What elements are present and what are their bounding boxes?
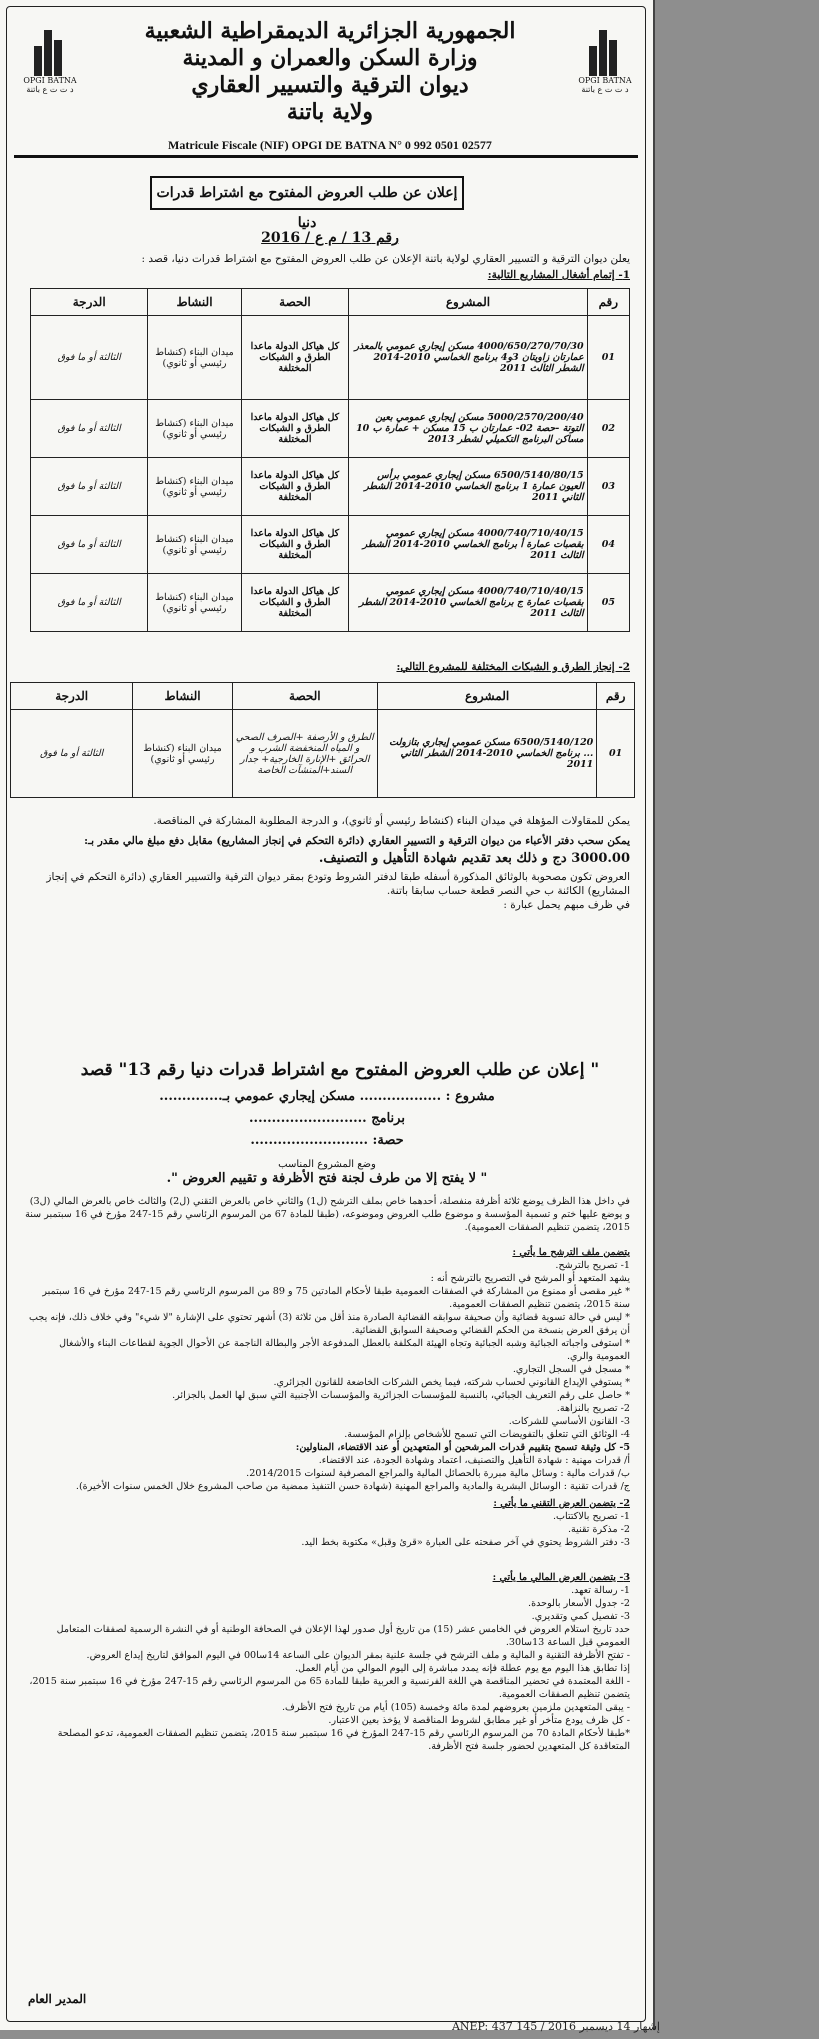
header-line: ولاية باتنة: [286, 99, 374, 125]
header-line: ديوان الترقية والتسيير العقاري: [191, 72, 469, 98]
cell-lot: كل هياكل الدولة ماعدا الطرق و الشبكات المختلفة: [241, 516, 349, 574]
cell-grade: الثالثة أو ما فوق: [31, 574, 148, 632]
cell-activity: ميدان البناء (كنشاط رئيسي أو ثانوي): [148, 574, 241, 632]
cell-project: 6500/5140/80/15 مسكن إيجاري عمومي برأس العيون عمارة 1 برنامج الخماسي 2010-2014 الشطر الثاني 2011: [349, 458, 587, 516]
divider: [14, 155, 638, 158]
section-heading: 1- إتمام أشغال المشاريع التالية:: [487, 269, 630, 281]
paragraph: في داخل هذا الظرف يوضع ثلاثة أظرفة منفصلة، أحدهما خاص بملف الترشح (ل1) والثاني خاص بالعرض التقني (ل2) والثالث خاص بالعرض المالي (ل3) و يوضع عليها ختم و تسمية المؤسسة و موضوع طلب العروض وموضوعه، (طبقا للمادة 67 من المرسوم الرئاسي رقم 15-247 مؤرخ في 16 سبتمبر سنة 2015، يتضمن تنظيم الصفقات العمومية).: [25, 1196, 630, 1233]
paragraph: * يستوفي الإيداع القانوني لحساب شركته، فيما يخص الشركات الخاضعة للقانون الجزائري.: [273, 1377, 630, 1388]
cell-num: 01: [597, 710, 635, 798]
paragraph: * حاصل على رقم التعريف الجبائي، بالنسبة للمؤسسات الجزائرية والمؤسسات الأجنبية التي سبق لها العمل بالجزائر.: [172, 1390, 630, 1401]
paragraph: * ليس في حالة تسوية قضائية وأن صحيفة سوابقه القضائية الصادرة منذ أقل من ثلاثة (3) أشهر تحتوي على الإشارة "لا شيء" وفي خلاف ذلك، فإنه يجب أن يرفق العرض بنسخة من الحكم القضائي وصحيفة السوابق القضائية.: [28, 1312, 630, 1336]
ad-title: إعلان عن طلب العروض المفتوح مع اشتراط قدرات دنيا: [150, 176, 464, 210]
col-header: رقم: [587, 289, 629, 316]
tax-id: Matricule Fiscale (NIF) OPGI DE BATNA N° 0 992 0501 02577: [168, 138, 492, 152]
header-line: الجمهورية الجزائرية الديمقراطية الشعبية: [144, 18, 516, 44]
cell-grade: الثالثة أو ما فوق: [31, 316, 148, 400]
cell-num: 05: [587, 574, 629, 632]
paragraph: 4- الوثائق التي تتعلق بالتفويضات التي تسمح للأشخاص بإلزام المؤسسة.: [344, 1429, 630, 1440]
subheading: يتضمن ملف الترشح ما يأتي :: [512, 1247, 630, 1258]
cell-num: 03: [587, 458, 629, 516]
col-header: الحصة: [232, 683, 377, 710]
paragraph: 5- كل وثيقة تسمح بتقييم قدرات المرشحين أو المتعهدين أو عند الاقتضاء، المناولين:: [295, 1442, 630, 1453]
cell-project: 4000/740/710/40/15 مسكن إيجاري عمومي بقصبات عمارة ج برنامج الخماسي 2010-2014 الشطر الثالث 2011: [349, 574, 587, 632]
paragraph: 1- تصريح بالاكتتاب.: [552, 1511, 630, 1522]
cell-lot: كل هياكل الدولة ماعدا الطرق و الشبكات المختلفة: [241, 574, 349, 632]
paragraph: 3- القانون الأساسي للشركات.: [508, 1416, 630, 1427]
envelope-lot: حصة: ..........................: [250, 1133, 404, 1148]
cell-lot: كل هياكل الدولة ماعدا الطرق و الشبكات المختلفة: [241, 400, 349, 458]
paragraph: إذا تطابق هذا اليوم مع يوم عطلة فإنه يمدد مباشرة إلى اليوم الموالي من أيام العمل.: [295, 1663, 630, 1674]
paragraph: * غير مقصى أو ممنوع من المشاركة في الصفقات العمومية طبقا لأحكام المادتين 75 و 89 من المرسوم الرئاسي رقم 15-247 مؤرخ في 16 سبتمبر سنة 2015، يتضمن تنظيم الصفقات العمومية.: [42, 1286, 630, 1310]
cell-lot: كل هياكل الدولة ماعدا الطرق و الشبكات المختلفة: [241, 458, 349, 516]
paragraph: يشهد المتعهد أو المرشح في التصريح بالترشح أنه :: [430, 1273, 630, 1284]
cell-num: 04: [587, 516, 629, 574]
paragraph: 3- دفتر الشروط يحتوي في آخر صفحته على العبارة «قرئ وقبل» مكتوبة بخط اليد.: [301, 1537, 630, 1548]
col-header: النشاط: [148, 289, 241, 316]
paragraph: أ/ قدرات مهنية : شهادة التأهيل والتصنيف، اعتماد وشهادة الجودة، عند الاقتضاء.: [318, 1455, 630, 1466]
cell-lot: كل هياكل الدولة ماعدا الطرق و الشبكات المختلفة: [241, 316, 349, 400]
col-header: النشاط: [133, 683, 232, 710]
intro-text: يعلن ديوان الترقية و التسيير العقاري لولاية باتنة الإعلان عن طلب العروض المفتوح مع اشتراط قدرات دنيا، قصد :: [141, 253, 630, 265]
cell-grade: الثالثة أو ما فوق: [31, 458, 148, 516]
cell-lot: الطرق و الأرصفة +الصرف الصحي و المياه المنخفضة الشرب و الحرائق +الإنارة الخارجية+ جدار السند+المنشآت الخاصة: [232, 710, 377, 798]
col-header: الدرجة: [31, 289, 148, 316]
cell-grade: الثالثة أو ما فوق: [31, 400, 148, 458]
logo-text: OPGI BATNA: [578, 76, 632, 85]
section-heading: 2- إنجاز الطرق و الشبكات المختلفة للمشروع التالي:: [396, 661, 630, 673]
publication-footer: إشهار 14 ديسمبر 2016 / ANEP: 437 145: [451, 2020, 660, 2033]
col-header: المشروع: [377, 683, 596, 710]
ad-number: رقم 13 / م ع / 2016: [261, 230, 399, 246]
cell-num: 02: [587, 400, 629, 458]
table-row: [31, 458, 630, 516]
paragraph: حدد تاريخ استلام العروض في الخامس عشر (15) من تاريخ أول صدور لهذا الإعلان في الصحافة الوطنية أو في النشرة الرسمية لصفقات المتعامل العمومي قبل الساعة 13سا30.: [56, 1624, 630, 1648]
paragraph: 2- جدول الأسعار بالوحدة.: [528, 1598, 630, 1609]
logo-sub: د ت ت ع باتنة: [26, 85, 74, 94]
paragraph: * استوفى واجباته الجبائية وشبه الجبائية وتجاه الهيئة المكلفة بالعطل المدفوعة الأجر والبطالة الناجمة عن الأحوال الجوية لقطاعات البناء والأشغال العمومية والري.: [59, 1338, 630, 1362]
table-row: [11, 710, 635, 798]
cell-project: 5000/2570/200/40 مسكن إيجاري عمومي بعين التوتة -حصة 02- عمارتان ب 15 مسكن + عمارة ب 10 مساكن البرنامج التكميلي لشطر 2013: [349, 400, 587, 458]
col-header: المشروع: [349, 289, 587, 316]
subheading: 3- يتضمن العرض المالي ما يأتي :: [492, 1572, 630, 1583]
body-text: [24, 1195, 630, 1753]
table-row: [31, 516, 630, 574]
roads-table: [10, 682, 635, 798]
table-row: [31, 574, 630, 632]
paragraph: ج/ قدرات تقنية : الوسائل البشرية والمادية والمراجع المهنية (شهادة حسن التنفيذ ممضية من صاحب المشروع خلال الخمس سنوات الأخيرة).: [75, 1481, 630, 1492]
envelope-program: برنامج ..........................: [249, 1111, 405, 1126]
col-header: الحصة: [241, 289, 349, 316]
paragraph: 1- رسالة تعهد.: [571, 1585, 630, 1596]
signature: المدير العام: [28, 1992, 87, 2006]
logo-text: OPGI BATNA: [23, 76, 77, 85]
paragraph: - يبقى المتعهدين ملزمين بعروضهم لمدة مائة وخمسة (105) أيام من تاريخ فتح الأظرف.: [281, 1702, 630, 1713]
table-row: [31, 316, 630, 400]
envelope-title: " إعلان عن طلب العروض المفتوح مع اشتراط قدرات دنيا رقم 13" قصد: [80, 1060, 600, 1080]
cell-activity: ميدان البناء (كنشاط رئيسي أو ثانوي): [148, 516, 241, 574]
cell-project: 6500/5140/120 مسكن عمومي إيجاري بتازولت ... برنامج الخماسي 2010-2014 الشطر الثاني 2011: [377, 710, 596, 798]
col-header: الدرجة: [11, 683, 133, 710]
projects-table: [30, 288, 630, 632]
table-header-row: [31, 289, 630, 316]
paragraph: 1- تصريح بالترشح.: [555, 1260, 630, 1271]
paragraph: 2- مذكرة تقنية.: [567, 1524, 630, 1535]
paragraph: يمكن سحب دفتر الأعباء من ديوان الترقية و التسيير العقاري (دائرة التحكم في إنجاز المشاريع) مقابل دفع مبلغ مالي مقدر بـ:: [84, 835, 630, 847]
paragraph: 3- تفصيل كمي وتقديري.: [531, 1611, 630, 1622]
paragraph: * مسجل في السجل التجاري.: [512, 1364, 630, 1375]
paragraph: يمكن للمقاولات المؤهلة في ميدان البناء (كنشاط رئيسي أو ثانوي)، و الدرجة المطلوبة المشاركة في المناقصة.: [153, 815, 630, 827]
paragraph: في ظرف مبهم يحمل عبارة :: [503, 899, 630, 911]
envelope-note: وضع المشروع المناسب: [278, 1159, 376, 1170]
subheading: 2- يتضمن العرض التقني ما يأتي :: [493, 1498, 630, 1509]
paragraph: - تفتح الأظرفة التقنية و المالية و ملف الترشح في جلسة علنية بمقر الديوان على الساعة 14سا00 في اليوم الموافق لتاريخ إيداع العروض.: [86, 1650, 630, 1661]
cell-activity: ميدان البناء (كنشاط رئيسي أو ثانوي): [148, 458, 241, 516]
table-row: [31, 400, 630, 458]
paragraph: - اللغة المعتمدة في تحضير المناقصة هي اللغة الفرنسية و العربية طبقا للمادة 65 من المرسوم الرئاسي رقم 15-247 مؤرخ في 16 سبتمبر سنة 2015، يتضمن تنظيم الصفقات العمومية.: [29, 1676, 630, 1700]
cell-activity: ميدان البناء (كنشاط رئيسي أو ثانوي): [148, 316, 241, 400]
logo-left: [10, 28, 90, 94]
table-header-row: [11, 683, 635, 710]
header-line: وزارة السكن والعمران و المدينة: [182, 45, 478, 71]
cell-project: 4000/740/710/40/15 مسكن إيجاري عمومي بقصبات عمارة أ برنامج الخماسي 2010-2014 الشطر الثالث 2011: [349, 516, 587, 574]
cell-activity: ميدان البناء (كنشاط رئيسي أو ثانوي): [148, 400, 241, 458]
cell-project: 4000/650/270/70/30 مسكن إيجاري عمومي بالمعذر عمارتان زاويتان 3و4 برنامج الخماسي 2010-2014 الشطر الثالث 2011: [349, 316, 587, 400]
paragraphs: [24, 814, 630, 912]
paragraph: *طبقا لأحكام المادة 70 من المرسوم الرئاسي رقم 15-247 المؤرخ في 16 سبتمبر سنة 2015، يتضمن تنظيم الصفقات العمومية، تدعو المصلحة المتعاقدة كل المتعهدين لحضور جلسة فتح الأظرفة.: [57, 1728, 630, 1752]
cell-grade: الثالثة أو ما فوق: [11, 710, 133, 798]
paragraph: ب/ قدرات مالية : وسائل مالية مبررة بالحصائل المالية والمراجع المصرفية لسنوات 2014/2015.: [246, 1468, 630, 1479]
paragraph: - كل ظرف يودع متأخر أو غير مطابق لشروط المناقصة لا يؤخذ بعين الاعتبار.: [328, 1715, 630, 1726]
price-paragraph: 3000.00 دج و ذلك بعد تقديم شهادة التأهيل و التصنيف.: [318, 851, 630, 866]
col-header: رقم: [597, 683, 635, 710]
paragraph: العروض تكون مصحوبة بالوثائق المذكورة أسفله طبقا لدفتر الشروط وتودع بمقر ديوان الترقية والتسيير العقاري (دائرة التحكم في إنجاز المشاريع) الكائنة ب حي النصر قطعة حساب سابقا باتنة.: [46, 871, 630, 897]
building-icon: [589, 28, 621, 76]
logo-sub: د ت ت ع باتنة: [581, 85, 629, 94]
envelope-warning: " لا يفتح إلا من طرف لجنة فتح الأظرفة و تقييم العروض ".: [166, 1171, 488, 1186]
paragraph: 2- تصريح بالنزاهة.: [556, 1403, 630, 1414]
cell-num: 01: [587, 316, 629, 400]
header: [110, 18, 550, 126]
building-icon: [34, 28, 66, 76]
envelope-project: مشروع : .................. مسكن إيجاري عمومي بـ..............: [159, 1089, 495, 1104]
cell-activity: ميدان البناء (كنشاط رئيسي أو ثانوي): [133, 710, 232, 798]
logo-right: [565, 28, 645, 94]
cell-grade: الثالثة أو ما فوق: [31, 516, 148, 574]
